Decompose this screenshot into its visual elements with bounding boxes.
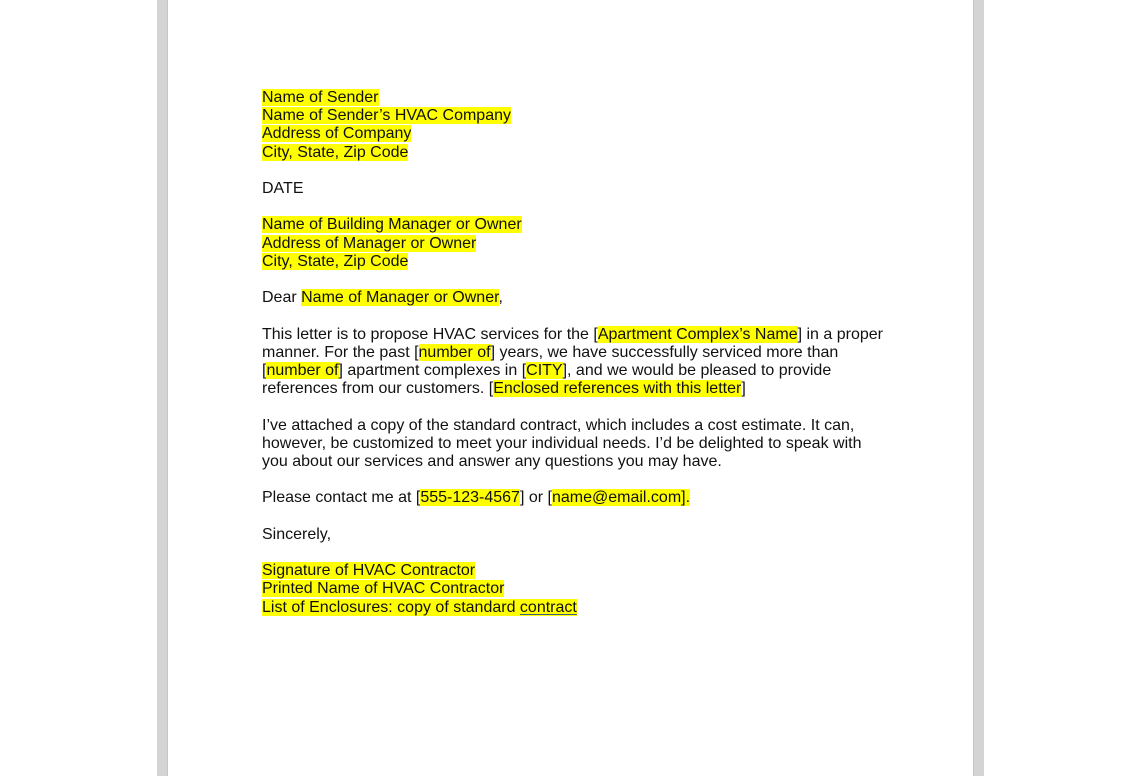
years-placeholder: number of	[418, 343, 491, 361]
salutation-prefix: Dear	[262, 289, 302, 307]
enclosures-contract-word: contract	[519, 598, 577, 616]
salutation	[262, 289, 902, 307]
p1-text: references from our customers. [	[262, 380, 494, 398]
contact-line	[262, 489, 902, 507]
sender-address: Address of Company	[262, 125, 412, 143]
letter-date: DATE	[262, 180, 304, 197]
email-placeholder: name@email.com].	[551, 489, 691, 507]
p1-text: ] apartment complexes in [	[338, 361, 527, 379]
salutation-name: Name of Manager or Owner	[301, 289, 499, 307]
complexes-placeholder: number of	[266, 361, 339, 379]
apartment-complex-placeholder: Apartment Complex’s Name	[597, 325, 798, 343]
p2-line: however, be customized to meet your individual needs. I’d be delighted to speak with	[262, 434, 862, 452]
salutation-suffix: ,	[498, 289, 503, 307]
p1-text: manner. For the past [	[262, 343, 419, 361]
contact-text: Please contact me at [	[262, 489, 421, 507]
references-placeholder: Enclosed references with this letter	[493, 380, 742, 398]
sender-block	[262, 89, 902, 162]
p1-text: ], and we would be pleased to provide	[562, 361, 832, 379]
printed-name-placeholder: Printed Name of HVAC Contractor	[262, 580, 505, 598]
closing	[262, 526, 902, 544]
page-left-edge	[157, 0, 168, 776]
recipient-address: Address of Manager or Owner	[262, 234, 477, 252]
document-page[interactable]	[168, 0, 973, 776]
city-placeholder: CITY	[526, 361, 563, 379]
enclosures-placeholder: List of Enclosures: copy of standard	[262, 598, 520, 616]
paragraph-contract	[262, 417, 902, 472]
p1-text: [	[262, 361, 267, 379]
letter-body[interactable]	[262, 89, 902, 617]
sender-name: Name of Sender	[262, 89, 379, 106]
closing-text: Sincerely,	[262, 525, 332, 543]
phone-placeholder: 555-123-4567	[420, 489, 520, 507]
p2-line: you about our services and answer any questions you may have.	[262, 452, 722, 470]
signature-placeholder: Signature of HVAC Contractor	[262, 562, 476, 580]
paragraph-proposal	[262, 326, 902, 399]
signature-block	[262, 562, 902, 617]
contact-text: ] or [	[519, 489, 552, 507]
date-block	[262, 180, 902, 198]
p1-text: ] in a proper	[797, 325, 883, 343]
p2-line: I’ve attached a copy of the standard contract, which includes a cost estimate. It can,	[262, 416, 855, 434]
recipient-block	[262, 216, 902, 271]
sender-city-state-zip: City, State, Zip Code	[262, 143, 409, 161]
p1-text: This letter is to propose HVAC services for the [	[262, 325, 598, 343]
recipient-city-state-zip: City, State, Zip Code	[262, 252, 409, 270]
p1-text: ] years, we have successfully serviced more than	[490, 343, 839, 361]
page-right-edge	[973, 0, 984, 776]
recipient-name: Name of Building Manager or Owner	[262, 216, 522, 234]
sender-company: Name of Sender’s HVAC Company	[262, 107, 511, 125]
p1-text: ]	[741, 380, 746, 398]
